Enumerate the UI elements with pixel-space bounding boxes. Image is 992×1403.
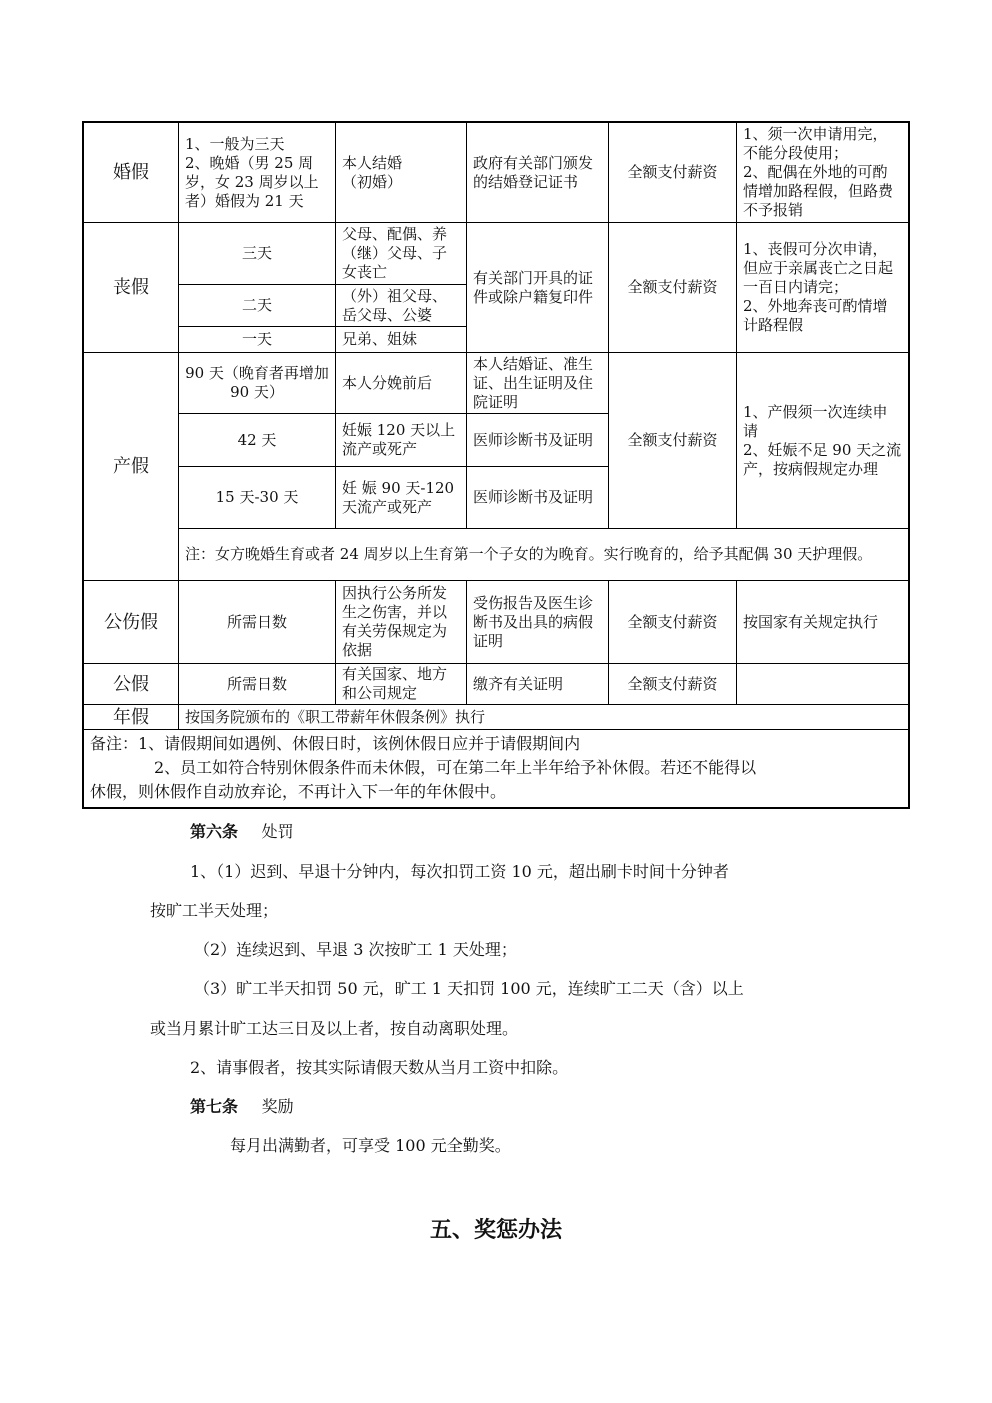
bereavement-condition-2: （外）祖父母、岳父母、公婆 (342, 286, 448, 324)
marriage-days: 1、一般为三天 2、晚婚（男 25 周岁，女 23 周岁以上者）婚假为 21 天 (185, 134, 319, 210)
annual-category: 年假 (113, 706, 149, 728)
maternity-condition-1: 本人分娩前后 (342, 373, 433, 392)
maternity-days-2: 42 天 (237, 430, 277, 449)
public-condition: 有关国家、地方和公司规定 (342, 665, 448, 702)
maternity-proof-3: 医师诊断书及证明 (473, 488, 594, 506)
article6-heading (190, 822, 294, 842)
maternity-note: 注：女方晚婚生育或者 24 周岁以上生育第一个子女的为晚育。实行晚育的，给予其配偶 30 天护理假。 (185, 545, 873, 563)
article7-heading (190, 1097, 294, 1117)
bereavement-condition-3: 兄弟、姐妹 (342, 330, 418, 348)
bereavement-category: 丧假 (113, 277, 149, 298)
injury-proof: 受伤报告及医生诊断书及出具的病假证明 (473, 593, 594, 650)
injury-condition: 因执行公务所发生之伤害，并以有关劳保规定为依据 (342, 584, 448, 659)
article6-paragraph-3b: 或当月累计旷工达三日及以上者，按自动离职处理。 (150, 1019, 519, 1038)
public-category: 公假 (113, 673, 149, 695)
marriage-pay: 全额支付薪资 (627, 163, 718, 181)
footnote-line-2: 2、员工如符合特别休假条件而未休假，可在第二年上半年给予补休假。若还不能得以 (154, 758, 757, 777)
injury-category: 公伤假 (104, 611, 158, 633)
maternity-condition-2: 妊娠 120 天以上流产或死产 (342, 421, 456, 458)
article6-subtitle: 处罚 (261, 822, 294, 841)
bereavement-days-2: 二天 (241, 296, 272, 314)
annual-text: 按国务院颁布的《职工带薪年休假条例》执行 (185, 707, 486, 726)
bereavement-proof: 有关部门开具的证件或除户籍复印件 (473, 268, 594, 306)
section-title: 五、奖惩办法 (429, 1217, 562, 1243)
article7-title: 第七条 (190, 1097, 239, 1116)
article6-paragraph-4: 2、请事假者，按其实际请假天数从当月工资中扣除。 (190, 1058, 569, 1077)
maternity-days-1: 90 天（晚育者再增加 90 天） (185, 364, 329, 401)
public-pay: 全额支付薪资 (627, 674, 718, 693)
bereavement-remark: 1、丧假可分次申请，但应于亲属丧亡之日起一百日内请完； 2、外地奔丧可酌情增计路程假 (743, 240, 894, 334)
marriage-proof: 政府有关部门颁发的结婚登记证书 (473, 153, 594, 191)
maternity-pay: 全额支付薪资 (627, 431, 718, 449)
bereavement-days-3: 一天 (241, 330, 272, 348)
injury-remark: 按国家有关规定执行 (743, 612, 879, 631)
maternity-remark: 1、产假须一次连续申请 2、妊娠不足 90 天之流产，按病假规定办理 (743, 402, 902, 478)
bereavement-days-1: 三天 (241, 244, 272, 262)
article6-paragraph-1a: 1、（1）迟到、早退十分钟内，每次扣罚工资 10 元，超出刷卡时间十分钟者 (190, 862, 729, 881)
bereavement-pay: 全额支付薪资 (627, 278, 718, 296)
bereavement-condition-1: 父母、配偶、养（继）父母、子女丧亡 (342, 225, 448, 281)
marriage-condition: 本人结婚 （初婚） (342, 153, 403, 191)
public-days: 所需日数 (226, 674, 287, 693)
public-remark (737, 664, 908, 704)
article6-paragraph-3a: （3）旷工半天扣罚 50 元，旷工 1 天扣罚 100 元，连续旷工二天（含）以上 (194, 979, 744, 998)
footnote-line-3: 休假，则休假作自动放弃论，不再计入下一年的年休假中。 (90, 782, 507, 801)
article6-paragraph-1b: 按旷工半天处理； (150, 901, 279, 920)
article7-subtitle: 奖励 (261, 1097, 294, 1116)
leave-table (82, 121, 910, 809)
article7-paragraph-1: 每月出满勤者，可享受 100 元全勤奖。 (230, 1136, 511, 1155)
injury-days: 所需日数 (226, 612, 287, 631)
maternity-proof-2: 医师诊断书及证明 (473, 430, 594, 449)
footnote-line-1: 备注：1、请假期间如遇例、休假日时，该例休假日应并于请假期间内 (90, 734, 581, 753)
footnote (84, 730, 908, 807)
marriage-remark: 1、须一次申请用完，不能分段使用； 2、配偶在外地的可酌情增加路程假，但路费不予报销 (743, 125, 894, 219)
article6-paragraph-2: （2）连续迟到、早退 3 次按旷工 1 天处理； (194, 940, 517, 959)
maternity-days-3: 15 天-30 天 (215, 488, 299, 506)
article6-title: 第六条 (190, 822, 239, 841)
maternity-category: 产假 (113, 456, 149, 477)
maternity-proof-1: 本人结婚证、准生证、出生证明及住院证明 (473, 354, 594, 411)
marriage-category: 婚假 (113, 162, 149, 183)
injury-pay: 全额支付薪资 (627, 612, 718, 631)
public-proof: 缴齐有关证明 (473, 674, 564, 693)
maternity-condition-3: 妊 娠 90 天-120 天流产或死产 (342, 478, 455, 516)
